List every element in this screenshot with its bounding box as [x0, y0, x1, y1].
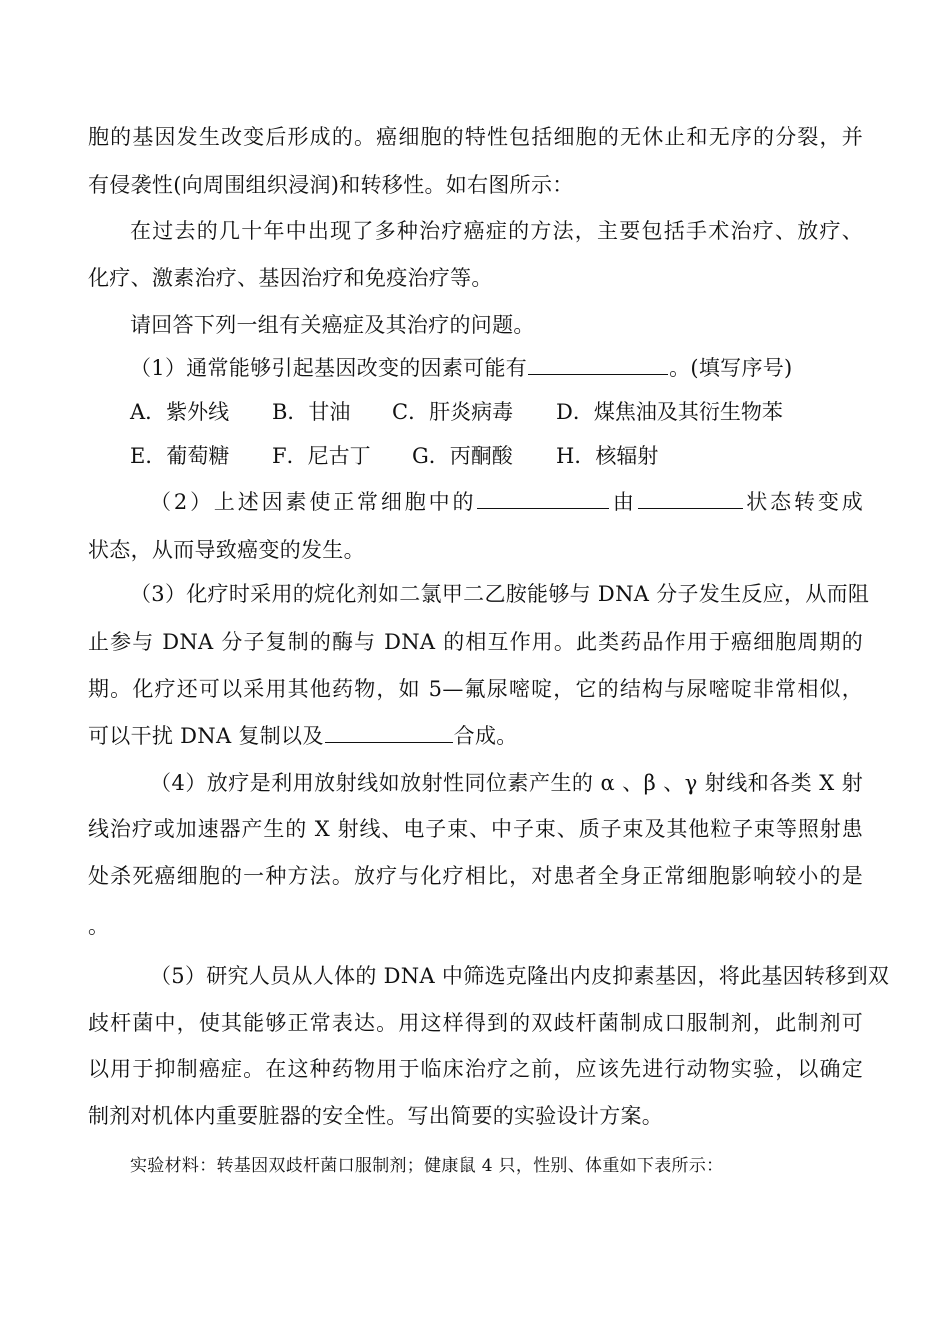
question-3-line-1: （3）化疗时采用的烷化剂如二氯甲二乙胺能够与 DNA 分子发生反应，从而阻: [130, 582, 870, 606]
question-2-line-1: [150, 486, 863, 518]
option-c: C．肝炎病毒: [392, 400, 514, 424]
question-3-prefix: 可以干扰 DNA 复制以及: [88, 724, 324, 748]
question-3-blank[interactable]: [325, 720, 453, 743]
question-2-blank-1[interactable]: [477, 486, 609, 509]
option-g: G．丙酮酸: [412, 444, 513, 468]
question-4-line-4: 。: [88, 914, 110, 938]
question-1-suffix: 。(填写序号): [669, 356, 793, 380]
question-1: [130, 352, 905, 384]
option-d: D．煤焦油及其衍生物苯: [556, 400, 783, 424]
question-2-middle: 由: [610, 490, 637, 514]
question-3-suffix: 合成。: [453, 724, 518, 748]
question-3-line-3: 期。化疗还可以采用其他药物，如 5—氟尿嘧啶，它的结构与尿嘧啶非常相似，: [88, 677, 863, 701]
option-f: F．尼古丁: [272, 444, 371, 468]
intro-line-2: 有侵袭性(向周围组织浸润)和转移性。如右图所示：: [88, 173, 574, 197]
question-2-prefix: （2）上述因素使正常细胞中的: [150, 490, 477, 514]
question-2-line-2: 状态，从而导致癌变的发生。: [88, 538, 365, 562]
option-e: E．葡萄糖: [130, 444, 230, 468]
question-5-line-2: 歧杆菌中，使其能够正常表达。用这样得到的双歧杆菌制成口服制剂，此制剂可: [88, 1011, 863, 1035]
question-5-line-1: （5）研究人员从人体的 DNA 中筛选克隆出内皮抑素基因，将此基因转移到双: [150, 964, 890, 988]
option-b: B．甘油: [272, 400, 351, 424]
question-3-line-2: 止参与 DNA 分子复制的酶与 DNA 的相互作用。此类药品作用于癌细胞周期的: [88, 630, 863, 654]
question-4-line-3: 处杀死癌细胞的一种方法。放疗与化疗相比，对患者全身正常细胞影响较小的是: [88, 864, 863, 888]
intro-line-3: 在过去的几十年中出现了多种治疗癌症的方法，主要包括手术治疗、放疗、: [130, 219, 863, 243]
question-5-line-4: 制剂对机体内重要脏器的安全性。写出简要的实验设计方案。: [88, 1104, 664, 1128]
question-4-line-2: 线治疗或加速器产生的 X 射线、电子束、中子束、质子束及其他粒子束等照射患: [88, 817, 863, 841]
question-2-blank-2[interactable]: [638, 486, 743, 509]
question-3-line-4: [88, 720, 863, 752]
intro-line-1: 胞的基因发生改变后形成的。癌细胞的特性包括细胞的无休止和无序的分裂，并: [88, 125, 863, 149]
option-a: A．紫外线: [130, 400, 230, 424]
question-2-suffix: 状态转变成: [743, 490, 864, 514]
question-4-line-1: （4）放疗是利用放射线如放射性同位素产生的 α 、β 、γ 射线和各类 X 射: [150, 771, 863, 795]
intro-line-4: 化疗、激素治疗、基因治疗和免疫治疗等。: [88, 266, 493, 290]
option-h: H．核辐射: [556, 444, 659, 468]
question-5-line-3: 以用于抑制癌症。在这种药物用于临床治疗之前，应该先进行动物实验，以确定: [88, 1057, 863, 1081]
question-1-answer-blank[interactable]: [528, 352, 668, 375]
question-1-prefix: （1）通常能够引起基因改变的因素可能有: [130, 356, 528, 380]
intro-line-5: 请回答下列一组有关癌症及其治疗的问题。: [130, 313, 535, 337]
experiment-materials: 实验材料：转基因双歧杆菌口服制剂；健康鼠 4 只，性别、体重如下表所示：: [130, 1156, 724, 1176]
